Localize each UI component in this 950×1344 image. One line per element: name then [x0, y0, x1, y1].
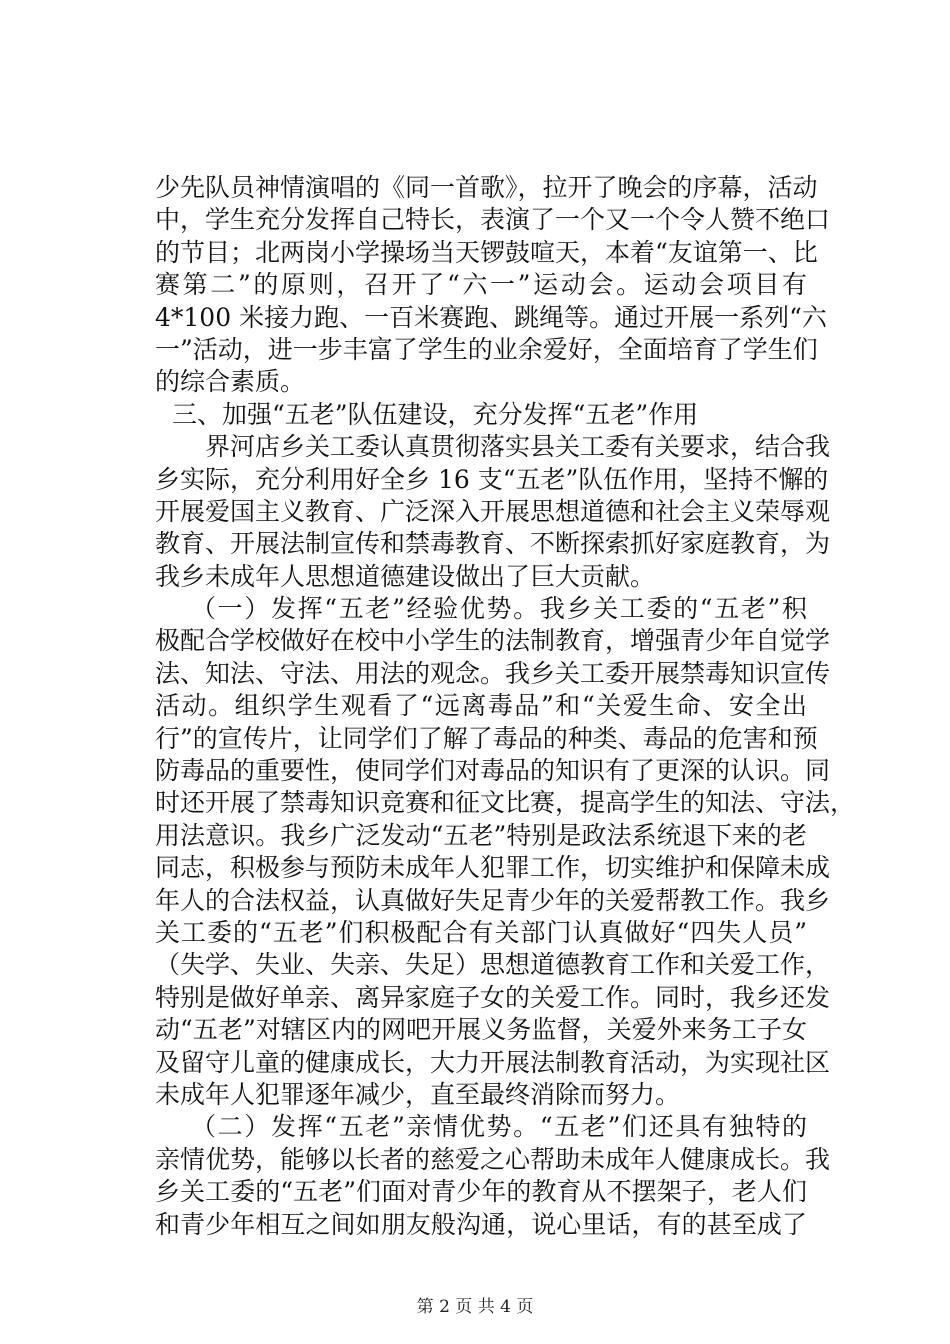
- text-line: 教育、开展法制宣传和禁毒教育、不断探索抓好家庭教育，为: [155, 529, 831, 559]
- text-line: 一”活动，进一步丰富了学生的业余爱好，全面培育了学生们: [155, 334, 818, 364]
- text-line: 我乡未成年人思想道德建设做出了巨大贡献。: [155, 561, 656, 591]
- text-line: 乡实际，充分利用好全乡 16 支“五老”队伍作用，坚持不懈的: [155, 464, 829, 494]
- document-body: [155, 172, 856, 1241]
- text-line: 和青少年相互之间如朋友般沟通，说心里话，有的甚至成了: [155, 1209, 807, 1239]
- text-line: 赛第二”的原则，召开了“六一”运动会。运动会项目有: [155, 270, 807, 300]
- text-line: 界河店乡关工委认真贯彻落实县关工委有关要求，结合我: [205, 432, 831, 462]
- text-line: 法、知法、守法、用法的观念。我乡关工委开展禁毒知识宣传: [155, 658, 831, 688]
- text-line: 动“五老”对辖区内的网吧开展义务监督，关爱外来务工子女: [155, 1015, 807, 1045]
- text-line: 关工委的“五老”们积极配合有关部门认真做好“四失人员”: [155, 917, 807, 947]
- text-line: 的综合素质。: [155, 367, 306, 397]
- text-line: 用法意识。我乡广泛发动“五老”特别是政法系统退下来的老: [155, 820, 807, 850]
- text-line: 时还开展了禁毒知识竞赛和征文比赛，提高学生的知法、守法，: [155, 788, 856, 818]
- text-line: 特别是做好单亲、离异家庭子女的关爱工作。同时，我乡还发: [155, 982, 831, 1012]
- text-line: 防毒品的重要性，使同学们对毒品的知识有了更深的认识。同: [155, 756, 831, 786]
- text-line: 开展爱国主义教育、广泛深入开展思想道德和社会主义荣辱观: [155, 496, 831, 526]
- text-line: 亲情优势，能够以长者的慈爱之心帮助未成年人健康成长。我: [155, 1144, 831, 1174]
- text-line: 同志，积极参与预防未成年人犯罪工作，切实维护和保障未成: [155, 853, 831, 883]
- subsection-start: （二）发挥“五老”亲情优势。“五老”们还具有独特的: [191, 1112, 807, 1142]
- text-line: 年人的合法权益，认真做好失足青少年的关爱帮教工作。我乡: [155, 885, 831, 915]
- subsection-start: （一）发挥“五老”经验优势。我乡关工委的“五老”积: [191, 594, 807, 624]
- section-heading: 三、加强“五老”队伍建设，充分发挥“五老”作用: [172, 399, 699, 429]
- text-line: 中，学生充分发挥自己特长，表演了一个又一个令人赞不绝口: [155, 205, 831, 235]
- text-line: 极配合学校做好在校中小学生的法制教育，增强青少年自觉学: [155, 626, 831, 656]
- text-line: 行”的宣传片，让同学们了解了毒品的种类、毒品的危害和预: [155, 723, 818, 753]
- text-line: 的节目；北两岗小学操场当天锣鼓喧天，本着“友谊第一、比: [155, 237, 818, 267]
- text-line: 4*100 米接力跑、一百米赛跑、跳绳等。通过开展一系列“六: [155, 302, 827, 332]
- page-footer: 第 2 页 共 4 页: [416, 1297, 534, 1317]
- text-line: （失学、失业、失亲、失足）思想道德教育工作和关爱工作，: [155, 950, 831, 980]
- text-line: 及留守儿童的健康成长，大力开展法制教育活动，为实现社区: [155, 1047, 831, 1077]
- text-line: 少先队员神情演唱的《同一首歌》，拉开了晚会的序幕，活动: [155, 173, 818, 202]
- text-line: 未成年人犯罪逐年减少，直至最终消除而努力。: [155, 1079, 681, 1109]
- text-line: 活动。组织学生观看了“远离毒品”和“关爱生命、安全出: [155, 691, 807, 721]
- text-line: 乡关工委的“五老”们面对青少年的教育从不摆架子，老人们: [155, 1177, 807, 1207]
